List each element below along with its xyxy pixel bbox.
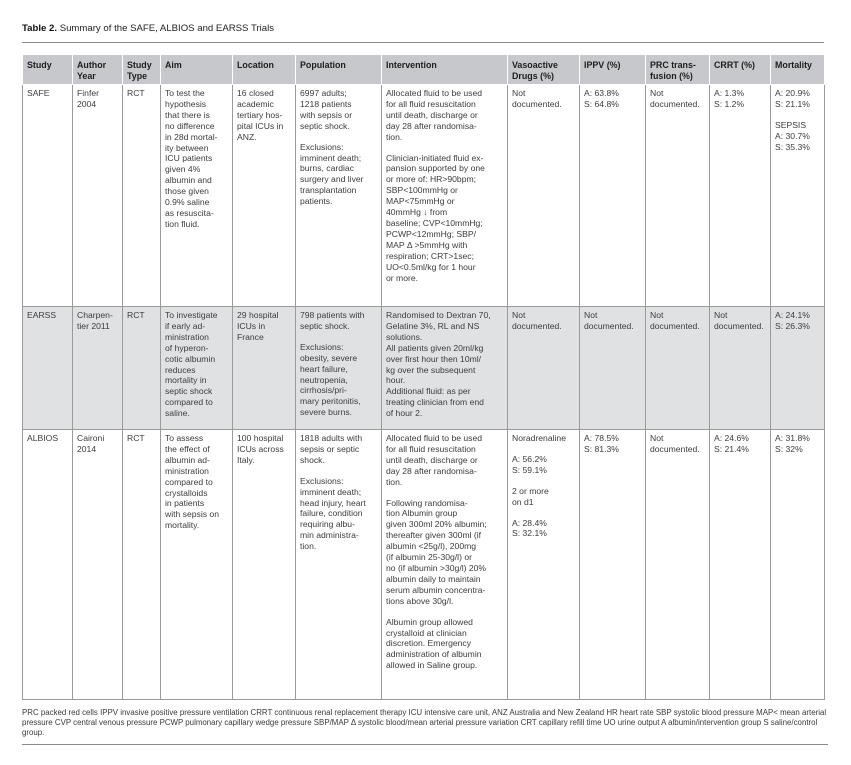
- cell-population: [296, 85, 382, 307]
- header-author-year: Author Year: [73, 55, 123, 85]
- header-mortality: Mortality: [771, 55, 825, 85]
- table-caption-text: Summary of the SAFE, ALBIOS and EARSS Trials: [59, 23, 275, 34]
- cell-mortality: A: 31.8% S: 32%: [771, 430, 825, 700]
- intervention-albumin-dosing: Following randomisa- tion Albumin group given 300ml 20% albumin; thereafter given 300ml (if albumin <25g/l), 200mg (if albumin 25-30g/l) or no (if albumin >30g/l) 20% albumin daily to maintain serum albumin concentra- tions above 30g/l.: [386, 497, 487, 606]
- cell-crrt: Not documented.: [710, 307, 771, 430]
- header-location: Location: [233, 55, 296, 85]
- header-crrt: CRRT (%): [710, 55, 771, 85]
- cell-intervention: [382, 430, 508, 700]
- cell-prc-transfusion: Not documented.: [646, 430, 710, 700]
- cell-study: ALBIOS: [23, 430, 73, 700]
- header-study: Study: [23, 55, 73, 85]
- intervention-crossover: Albumin group allowed crystalloid at clinician discretion. Emergency administration of albumin allowed in Saline group.: [386, 616, 482, 671]
- table-caption: [22, 22, 824, 43]
- population-exclusions: Exclusions: imminent death; head injury, heart failure, condition requiring albu- min administra- tion.: [300, 475, 366, 552]
- population-exclusions: Exclusions: obesity, severe heart failure, neutropenia, cirrhosis/pri- mary peritonitis, severe burns.: [300, 341, 361, 418]
- cell-aim: To test the hypothesis that there is no difference in 28d mortal- ity between ICU patients given 4% albumin and those given 0.9% saline as resuscita- tion fluid.: [161, 85, 233, 307]
- cell-crrt: A: 24.6% S: 21.4%: [710, 430, 771, 700]
- table-row-albios: [23, 430, 825, 700]
- mortality-overall: A: 20.9% S: 21.1%: [775, 88, 810, 109]
- vasoactive-rates: A: 56.2% S: 59.1%: [512, 453, 547, 475]
- intervention-allocation: Randomised to Dextran 70, Gelatine 3%, RL and NS solutions. All patients given 20ml/kg over first hour then 10ml/ kg over the subsequent hour. Additional fluid: as per treating clinician from end of hour 2.: [386, 310, 491, 419]
- cell-prc-transfusion: Not documented.: [646, 307, 710, 430]
- cell-vasoactive-drugs: Not documented.: [508, 85, 580, 307]
- header-row: [23, 55, 825, 85]
- cell-author-year: Finfer 2004: [73, 85, 123, 307]
- cell-location: 29 hospital ICUs in France: [233, 307, 296, 430]
- cell-study-type: RCT: [123, 430, 161, 700]
- header-aim: Aim: [161, 55, 233, 85]
- cell-vasoactive-drugs: [508, 430, 580, 700]
- cell-population: [296, 307, 382, 430]
- header-prc-transfusion: PRC trans- fusion (%): [646, 55, 710, 85]
- table-row-earss: [23, 307, 825, 430]
- cell-population: [296, 430, 382, 700]
- cell-ippv: Not documented.: [580, 307, 646, 430]
- vasoactive-subgroup-label: 2 or more on d1: [512, 485, 549, 507]
- table-caption-label: Table 2.: [22, 23, 58, 34]
- trials-summary-table: [22, 54, 825, 700]
- intervention-allocation: Allocated fluid to be used for all fluid resuscitation until death, discharge or day 28 after randomisa- tion.: [386, 433, 483, 487]
- cell-ippv: A: 63.8% S: 64.8%: [580, 85, 646, 307]
- intervention-allocation: Allocated fluid to be used for all fluid resuscitation until death, discharge or day 28 after randomisa- tion.: [386, 88, 483, 142]
- header-population: Population: [296, 55, 382, 85]
- cell-crrt: A: 1.3% S: 1.2%: [710, 85, 771, 307]
- cell-prc-transfusion: Not documented.: [646, 85, 710, 307]
- population-summary: 6997 adults; 1218 patients with sepsis or septic shock.: [300, 88, 353, 131]
- intervention-criteria: Clinician-initiated fluid ex- pansion supported by one or more of: HR>90bpm; SBP<100mmHg or MAP<75mmHg or 40mmHg ↓ from baseline; CVP<10mmHg; PCWP<12mmHg; SBP/ MAP Δ >5mmHg with respiration; CRT>1sec; UO<0.5ml/kg for 1 hour or more.: [386, 152, 485, 283]
- cell-location: 100 hospital ICUs across Italy.: [233, 430, 296, 700]
- table-row-safe: [23, 85, 825, 307]
- header-study-type: Study Type: [123, 55, 161, 85]
- header-ippv: IPPV (%): [580, 55, 646, 85]
- population-exclusions: Exclusions: imminent death; burns, cardiac surgery and liver transplantation patients.: [300, 141, 364, 207]
- cell-author-year: Caironi 2014: [73, 430, 123, 700]
- mortality-sepsis: SEPSIS A: 30.7% S: 35.3%: [775, 119, 810, 152]
- vasoactive-drug-name: Noradrenaline: [512, 433, 566, 443]
- cell-mortality: A: 24.1% S: 26.3%: [771, 307, 825, 430]
- vasoactive-subgroup-rates: A: 28.4% S: 32.1%: [512, 517, 547, 539]
- cell-intervention: [382, 307, 508, 430]
- cell-location: 16 closed academic tertiary hos- pital ICUs in ANZ.: [233, 85, 296, 307]
- cell-study-type: RCT: [123, 307, 161, 430]
- cell-study: EARSS: [23, 307, 73, 430]
- population-summary: 798 patients with septic shock.: [300, 310, 365, 331]
- header-intervention: Intervention: [382, 55, 508, 85]
- header-vasoactive-drugs: Vasoactive Drugs (%): [508, 55, 580, 85]
- cell-ippv: A: 78.5% S: 81.3%: [580, 430, 646, 700]
- cell-intervention: [382, 85, 508, 307]
- cell-study-type: RCT: [123, 85, 161, 307]
- cell-vasoactive-drugs: Not documented.: [508, 307, 580, 430]
- cell-aim: To investigate if early ad- ministration of hyperon- cotic albumin reduces mortality in septic shock compared to saline.: [161, 307, 233, 430]
- cell-mortality: [771, 85, 825, 307]
- cell-author-year: Charpen- tier 2011: [73, 307, 123, 430]
- population-summary: 1818 adults with sepsis or septic shock.: [300, 433, 363, 465]
- cell-study: SAFE: [23, 85, 73, 307]
- table-footnote: PRC packed red cells IPPV invasive positive pressure ventilation CRRT continuous renal replacement therapy ICU intensive care unit, ANZ Australia and New Zealand HR heart rate SBP systolic blood pressure MAP< mean arterial pressure CVP central venous pressure PCWP pulmonary capillary wedge pressure SBP/MAP Δ systolic blood/mean arterial pressure variation CRT capillary refill time UO urine output A albumin/intervention group S saline/control group.: [22, 708, 828, 745]
- cell-aim: To assess the effect of albumin ad- ministration compared to crystalloids in patients with sepsis on mortality.: [161, 430, 233, 700]
